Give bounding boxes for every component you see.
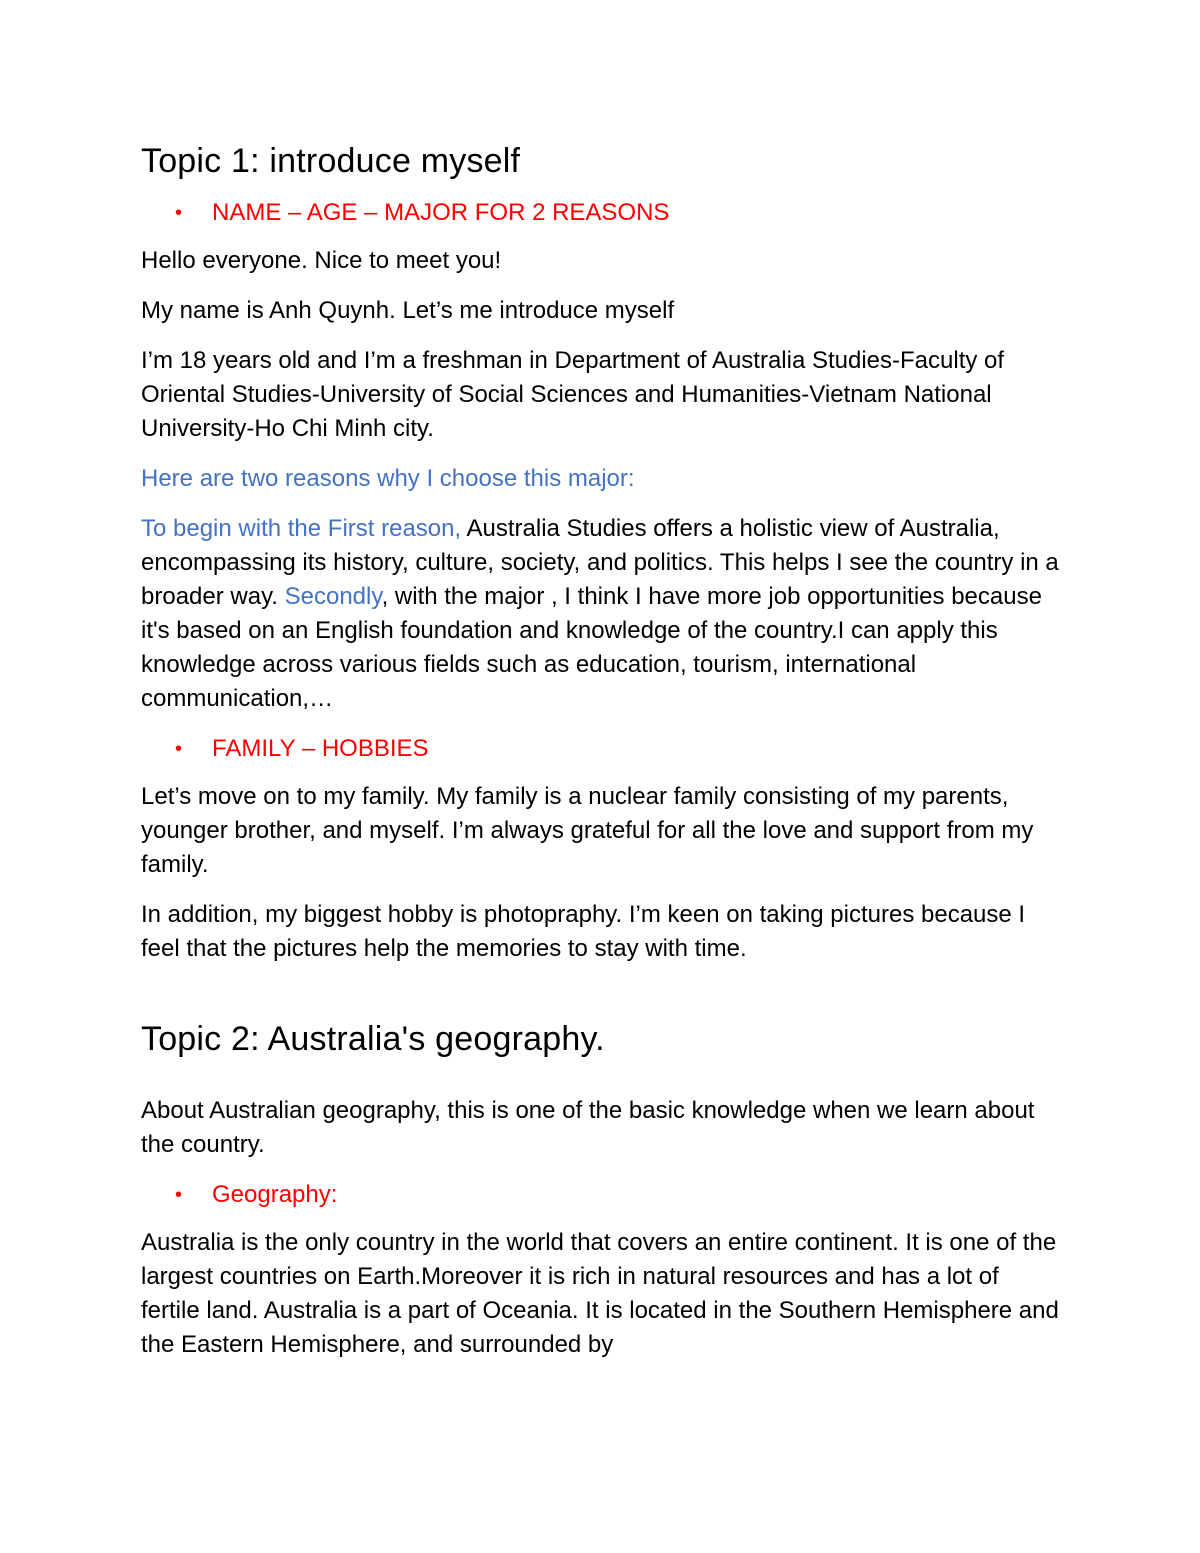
bullet-icon: •	[175, 202, 183, 224]
reason-second-text: , with the major , I think I have more job opportunities because it's based on an English foundation and knowledge of the country.I can apply this knowledge across various fields such as education, tourism, international communication,…	[141, 583, 1042, 712]
reason-first-text: Australia Studies offers a holistic view of Australia, encompassing its history, culture, society, and politics. This helps I see the country in a broader way.	[141, 515, 1059, 610]
bullet-name-age-major	[141, 196, 1060, 230]
topic1-bullet-list-2	[141, 732, 1060, 766]
topic1-heading-text: Topic 1: introduce myself	[141, 142, 521, 180]
paragraph-family: Let’s move on to my family. My family is a nuclear family consisting of my parents, younger brother, and myself. I’m always grateful for all the love and support from my family.	[141, 783, 1034, 878]
paragraph-hello: Hello everyone. Nice to meet you!	[141, 247, 502, 274]
reason-first-lead: To begin with the First reason,	[141, 515, 462, 542]
topic1-heading	[141, 140, 1060, 182]
bullet-text: FAMILY – HOBBIES	[212, 735, 429, 762]
topic2-bullet-list-1	[141, 1178, 1060, 1212]
paragraph-name: My name is Anh Quynh. Let’s me introduce myself	[141, 297, 675, 324]
bullet-geography	[141, 1178, 1060, 1212]
bullet-family-hobbies	[141, 732, 1060, 766]
paragraph-hobby: In addition, my biggest hobby is photopraphy. I’m keen on taking pictures because I feel that the pictures help the memories to stay with time.	[141, 901, 1026, 962]
bullet-text: NAME – AGE – MAJOR FOR 2 REASONS	[212, 199, 670, 226]
bullet-text: Geography:	[212, 1181, 338, 1208]
paragraph-age: I’m 18 years old and I’m a freshman in Department of Australia Studies-Faculty of Oriental Studies-University of Social Sciences and Humanities-Vietnam National University-Ho Chi Minh city.	[141, 347, 1005, 442]
reason-second-lead: Secondly	[284, 583, 382, 610]
paragraph-reasons	[141, 512, 1060, 716]
topic2-heading	[141, 1018, 1060, 1060]
paragraph-geography: Australia is the only country in the world that covers an entire continent. It is one of the largest countries on Earth.Moreover it is rich in natural resources and has a lot of fertile land. Australia is a part of Oceania. It is located in the Southern Hemisphere and the Eastern Hemisphere, and surrounded by	[141, 1229, 1059, 1358]
bullet-icon: •	[175, 1184, 183, 1206]
topic2-heading-text: Topic 2: Australia's geography	[141, 1020, 596, 1058]
paragraph-reasons-intro: Here are two reasons why I choose this major:	[141, 465, 635, 492]
topic1-bullet-list-1	[141, 196, 1060, 230]
paragraph-about-geography: About Australian geography, this is one of the basic knowledge when we learn about the country.	[141, 1097, 1035, 1158]
topic2-heading-suffix: .	[595, 1020, 605, 1058]
bullet-icon: •	[175, 738, 183, 760]
